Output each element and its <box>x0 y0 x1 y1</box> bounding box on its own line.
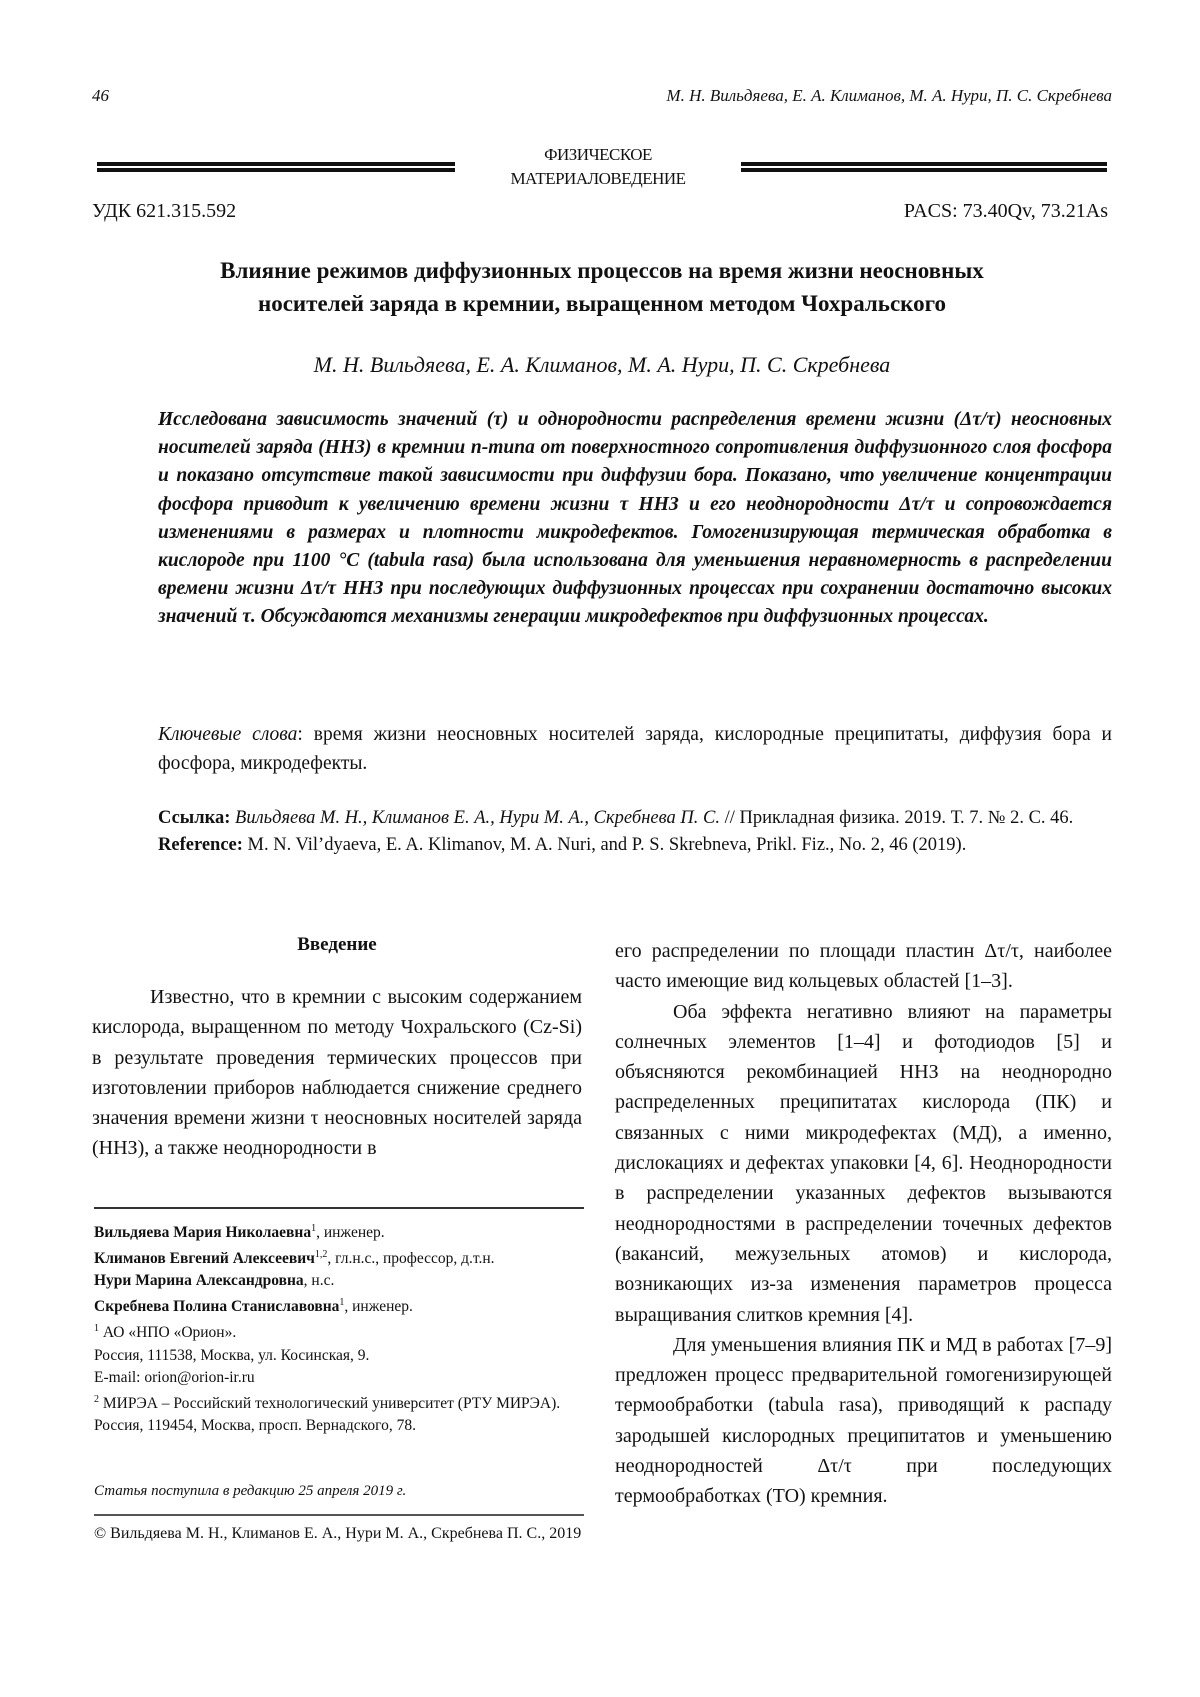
intro-paragraph-3: Для уменьшения влияния ПК и МД в работах [7–9] предложен процесс предварительной гомогенизирующей термообработки (tabula rasa), приводящий к распаду зародышей кислородных преципитатов и уменьшению неоднородностей Δτ/τ при последующих термообработках (ТО) кремния. <box>615 1333 1112 1508</box>
citation-en <box>158 832 1112 859</box>
affil-sup: 1 <box>94 1323 99 1335</box>
footnote-author <box>94 1244 584 1270</box>
author-role: , гл.н.с., профессор, д.т.н. <box>327 1250 495 1268</box>
udc-code: УДК 621.315.592 <box>92 200 237 222</box>
affiliation-1-address: Россия, 111538, Москва, ул. Косинская, 9. <box>94 1346 370 1364</box>
journal-section-label <box>455 143 741 191</box>
keywords <box>158 720 1112 778</box>
left-column <box>92 982 582 1164</box>
affil-sup: 2 <box>94 1393 99 1405</box>
affil-name: МИРЭА – Российский технологический университет (РТУ МИРЭА). <box>99 1394 561 1412</box>
header-double-rule-right <box>741 162 1107 172</box>
title-line-1: Влияние режимов диффузионных процессов на время жизни неосновных <box>220 258 984 283</box>
keywords-text: : время жизни неосновных носителей заряда, кислородные преципитаты, диффузия бора и фосфора, микродефекты. <box>158 724 1112 774</box>
section-line-1: ФИЗИЧЕСКОЕ <box>544 145 652 164</box>
footnote-author <box>94 1270 584 1292</box>
intro-paragraph-2: Оба эффекта негативно влияют на параметры солнечных элементов [1–4] и фотодиодов [5] и объясняются рекомбинацией ННЗ на неоднородно распределенных преципитатах кислорода (ПК) и связанных с ними микродефектах (МД), а именно, дислокациях и дефектах упаковки [4, 6]. Неоднородности в распределении указанных дефектов вызываются неоднородностями в распределении точечных дефектов (вакансий, межузельных атомов) и кислорода, возникающих из-за изменения параметров процесса выращивания слитков кремния [4]. <box>615 1000 1112 1326</box>
affil-name: АО «НПО «Орион». <box>99 1324 237 1342</box>
citation-block <box>158 805 1112 859</box>
pacs-code: PACS: 73.40Qv, 73.21As <box>903 200 1108 222</box>
author-name: Нури Марина Александровна <box>94 1272 304 1290</box>
citation-ru <box>158 805 1112 832</box>
citation-source: // Прикладная физика. 2019. Т. 7. № 2. С. 46. <box>719 808 1074 828</box>
copyright: © Вильдяева М. Н., Климанов Е. А., Нури М. А., Скребнева П. С., 2019 <box>94 1525 582 1542</box>
affiliation-2-address: Россия, 119454, Москва, просп. Вернадского, 78. <box>94 1416 417 1434</box>
section-line-2: МАТЕРИАЛОВЕДЕНИЕ <box>510 169 686 188</box>
running-head <box>92 86 1112 110</box>
article-title <box>92 254 1112 320</box>
title-line-2: носителей заряда в кремнии, выращенном методом Чохральского <box>257 291 947 316</box>
author-name: Вильдяева Мария Николаевна <box>94 1224 312 1242</box>
author-affil-sup: 1 <box>339 1297 345 1309</box>
author-name: Скребнева Полина Станиславовна <box>94 1298 340 1316</box>
running-authors: М. Н. Вильдяева, Е. А. Климанов, М. А. Нури, П. С. Скребнева <box>666 86 1112 105</box>
right-column <box>615 936 1112 1512</box>
author-footnotes <box>94 1218 584 1437</box>
reference-label: Reference: <box>158 835 243 855</box>
intro-paragraph-1: Известно, что в кремнии с высоким содержанием кислорода, выращенном по методу Чохральского (Cz-Si) в результате проведения термических процессов при изготовлении приборов наблюдается снижение среднего значения времени жизни τ неосновных носителей заряда (ННЗ), а также неоднородности в <box>92 986 582 1160</box>
affiliation-2 <box>94 1389 584 1415</box>
citation-authors: Вильдяева М. Н., Климанов Е. А., Нури М. А., Скребнева П. С. <box>235 808 720 828</box>
affiliation-1 <box>94 1318 584 1344</box>
copyright-divider <box>94 1514 584 1516</box>
reference-text: M. N. Vil’dyaeva, E. A. Klimanov, M. A. Nuri, and P. S. Skrebneva, Prikl. Fiz., No. 2, 46 (2019). <box>242 835 967 855</box>
header-double-rule-left <box>97 162 455 172</box>
author-affil-sup: 1 <box>311 1223 317 1234</box>
citation-label: Ссылка: <box>158 808 231 828</box>
author-role: , н.с. <box>303 1272 335 1290</box>
author-affil-sup: 1,2 <box>314 1249 328 1261</box>
author-name: Климанов Евгений Алексеевич <box>94 1250 315 1268</box>
author-role: , инженер. <box>316 1224 385 1242</box>
abstract: Исследована зависимость значений (τ) и однородности распределения времени жизни (Δτ/τ) неосновных носителей заряда (ННЗ) в кремнии n-типа от поверхностного сопротивления диффузионного слоя фосфора и показано отсутствие такой зависимости при диффузии бора. Показано, что увеличение концентрации фосфора приводит к увеличению времени жизни τ ННЗ и его неоднородности Δτ/τ и сопровождается изменениями в размерах и плотности микродефектов. Гомогенизирующая термическая обработка в кислороде при 1100 °С (tabula rasa) была использована для уменьшения неравномерность в распределении времени жизни Δτ/τ ННЗ при последующих диффузионных процессах при сохранении достаточно высоких значений τ. Обсуждаются механизмы генерации микродефектов при диффузионных процессах. <box>158 409 1112 628</box>
received-date: Статья поступила в редакцию 25 апреля 2019 г. <box>94 1483 407 1499</box>
article-authors: М. Н. Вильдяева, Е. А. Климанов, М. А. Нури, П. С. Скребнева <box>313 352 891 377</box>
author-role: , инженер. <box>344 1298 413 1316</box>
affiliation-1-email[interactable]: E-mail: orion@orion-ir.ru <box>94 1368 255 1386</box>
footnote-author <box>94 1218 584 1244</box>
keywords-label: Ключевые слова <box>158 724 298 745</box>
page-number: 46 <box>92 86 109 105</box>
footnote-divider <box>94 1207 584 1209</box>
intro-heading: Введение <box>297 934 377 955</box>
footnote-author <box>94 1292 584 1318</box>
intro-paragraph-cont: его распределении по площади пластин Δτ/τ, наиболее часто имеющие вид кольцевых областей [1–3]. <box>615 940 1112 993</box>
